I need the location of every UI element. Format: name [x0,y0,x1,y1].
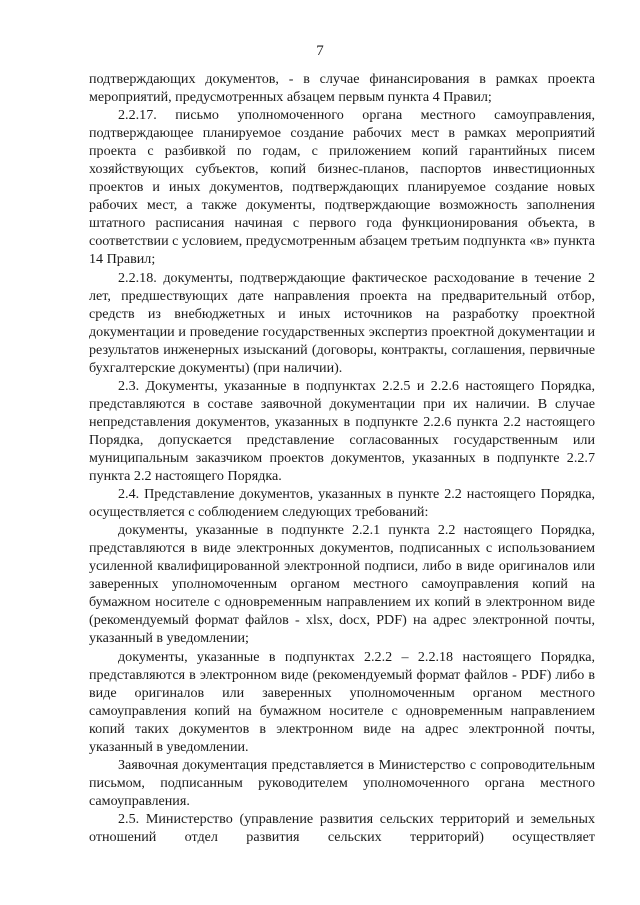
document-body [89,70,595,846]
paragraph-2-2-17: 2.2.17. письмо уполномоченного органа местного самоуправления, подтверждающее планируемое создание рабочих мест в рамках мероприятий проекта с разбивкой по годам, с приложением копий гарантийных писем хозяйствующих субъектов, копий бизнес-планов, паспортов инвестиционных проектов и иных документов, подтверждающих планируемое создание новых рабочих мест, а также документы, подтверждающие возможность заполнения штатного расписания начиная с первого года функционирования объекта, в соответствии с условием, предусмотренным абзацем третьим подпункта «в» пункта 14 Правил; [89,107,595,268]
paragraph-2-4-item-2: документы, указанные в подпунктах 2.2.2 – 2.2.18 настоящего Порядка, представляются в электронном виде (рекомендуемый формат файлов - PDF) либо в виде оригиналов или заверенных уполномоченным органом местного самоуправления копий на бумажном носителе с одновременным направлением копий таких документов в электронном виде на адрес электронной почты, указанный в уведомлении. [89,648,595,755]
paragraph-continuation: подтверждающих документов, - в случае финансирования в рамках проекта мероприятий, предусмотренных абзацем первым пункта 4 Правил; [89,71,595,106]
paragraph-submission: Заявочная документация представляется в Министерство с сопроводительным письмом, подписанным руководителем уполномоченного органа местного самоуправления. [89,756,595,809]
paragraph-2-4-item-1: документы, указанные в подпункте 2.2.1 пункта 2.2 настоящего Порядка, представляются в виде электронных документов, подписанных с использованием усиленной квалифицированной электронной подписи, либо в виде оригиналов или заверенных уполномоченным органом местного самоуправления копий на бумажном носителе с одновременным направлением их копий в электронном виде (рекомендуемый формат файлов - xlsx, docx, PDF) на адрес электронной почты, указанный в уведомлении; [89,522,595,647]
paragraph-2-5: 2.5. Министерство (управление развития сельских территорий и земельных отношений отдел развития сельских территорий) осуществляет [89,810,595,845]
paragraph-2-4: 2.4. Представление документов, указанных в пункте 2.2 настоящего Порядка, осуществляется с соблюдением следующих требований: [89,486,595,521]
paragraph-2-2-18: 2.2.18. документы, подтверждающие фактическое расходование в течение 2 лет, предшествующих дате направления проекта на предварительный отбор, средств из внебюджетных и иных источников на разработку проектной документации и проведение государственных экспертиз проектной документации и результатов инженерных изысканий (договоры, контракты, соглашения, первичные бухгалтерские документы) (при наличии). [89,269,595,376]
paragraph-2-3: 2.3. Документы, указанные в подпунктах 2.2.5 и 2.2.6 настоящего Порядка, представляются в составе заявочной документации при их наличии. В случае непредставления документов, указанных в подпункте 2.2.6 пункта 2.2 настоящего Порядка, допускается представление согласованных государственным или муниципальным заказчиком проектов документов, указанных в подпункте 2.2.7 пункта 2.2 настоящего Порядка. [89,377,595,485]
page-number: 7 [316,43,324,59]
